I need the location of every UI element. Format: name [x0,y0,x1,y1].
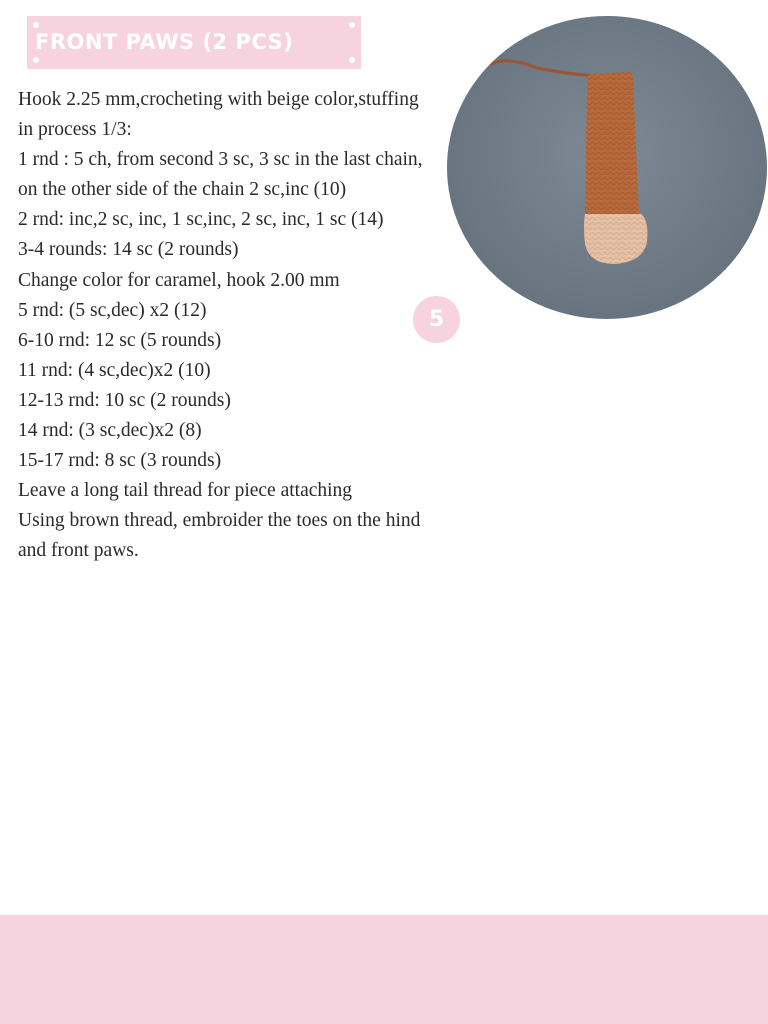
instruction-line: 6-10 rnd: 12 sc (5 rounds) [18,329,222,351]
instruction-line: 1 rnd : 5 ch, from second 3 sc, 3 sc in the last chain, on the other side of the chain 2 sc,inc (10) [18,149,423,201]
paw-beige-tip [584,214,647,264]
paw-caramel-section [585,72,639,216]
section-title-banner [27,16,361,69]
instruction-line: Change color for caramel, hook 2.00 mm [18,269,340,291]
section-title: FRONT PAWS (2 PCS) [35,30,294,54]
footer-band [0,915,768,1024]
banner-corner-dot [349,22,355,28]
instruction-line: 5 rnd: (5 sc,dec) x2 (12) [18,299,207,321]
instruction-line: Using brown thread, embroider the toes on the hind and front paws. [18,510,421,562]
instruction-line: 15-17 rnd: 8 sc (3 rounds) [18,450,222,472]
instruction-line: 2 rnd: inc,2 sc, inc, 1 sc,inc, 2 sc, inc, 1 sc (14) [18,209,384,231]
paw-photo [447,16,767,319]
crocheted-paw-illustration [447,16,767,319]
instruction-line: 3-4 rounds: 14 sc (2 rounds) [18,239,239,261]
instruction-line: 12-13 rnd: 10 sc (2 rounds) [18,389,231,411]
instruction-line: 14 rnd: (3 sc,dec)x2 (8) [18,420,202,442]
banner-corner-dot [349,57,355,63]
yarn-tail [491,61,597,76]
instruction-line: 11 rnd: (4 sc,dec)x2 (10) [18,359,211,381]
instruction-list [18,85,423,567]
instruction-line: Leave a long tail thread for piece attaching [18,480,353,502]
instruction-line: Hook 2.25 mm,crocheting with beige color,stuffing in process 1/3: [18,89,419,141]
step-number-badge: 5 [413,296,460,343]
